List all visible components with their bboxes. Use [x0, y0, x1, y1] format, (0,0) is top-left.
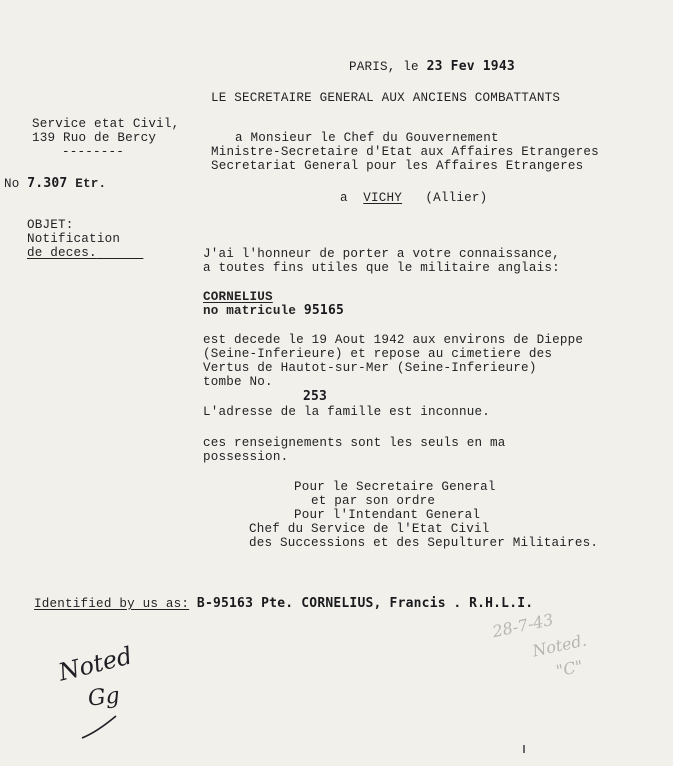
- identification-line: [34, 596, 533, 611]
- matricule-number: 95165: [303, 303, 344, 318]
- body-line-2: a toutes fins utiles que le militaire anglais:: [203, 261, 560, 275]
- scan-mark: [523, 745, 525, 753]
- body-line-1: J'ai l'honneur de porter a votre connaissance,: [203, 247, 560, 261]
- object-line-2: [27, 247, 143, 260]
- info-line-2: possession.: [203, 450, 289, 464]
- recipient-line-3: Secretariat General pour les Affaires Etrangeres: [211, 159, 584, 173]
- pencil-note-noted: Noted.: [530, 630, 589, 661]
- place-date-prefix: PARIS, le: [349, 60, 419, 74]
- service-line-1: Service etat Civil,: [32, 117, 180, 131]
- death-line-3: Vertus de Hautot-sur-Mer (Seine-Inferieure): [203, 361, 537, 375]
- soldier-name: CORNELIUS: [203, 290, 273, 304]
- ref-prefix: No: [4, 177, 20, 191]
- identified-label: Identified by us as:: [34, 597, 190, 611]
- matricule-label: no matricule: [203, 304, 297, 318]
- matricule-line: [203, 304, 344, 318]
- service-line-2: 139 Ruo de Bercy: [32, 131, 157, 145]
- signature-line-3: Pour l'Intendant General: [294, 508, 481, 522]
- city-name: VICHY: [363, 191, 403, 205]
- signature-line-2: et par son ordre: [311, 494, 436, 508]
- recipient-line-1: a Monsieur le Chef du Gouvernement: [235, 131, 499, 145]
- city-prefix: a: [340, 191, 348, 205]
- issuer-heading: LE SECRETAIRE GENERAL AUX ANCIENS COMBATTANTS: [211, 91, 561, 105]
- ref-number: 7.307: [27, 176, 68, 191]
- signature-line-5: des Successions et des Sepulturer Militaires.: [249, 536, 599, 550]
- date-line: [349, 60, 515, 74]
- recipient-line-2: Ministre-Secretaire d'Etat aux Affaires Etrangeres: [211, 145, 599, 159]
- death-line-1: est decede le 19 Aout 1942 aux environs de Dieppe: [203, 333, 584, 347]
- info-line-1: ces renseignements sont les seuls en ma: [203, 436, 506, 450]
- ref-suffix: Etr.: [75, 177, 107, 191]
- signature-line-4: Chef du Service de l'Etat Civil: [249, 522, 490, 536]
- identified-regiment: R.H.L.I.: [469, 596, 534, 611]
- identified-value: B-95163 Pte. CORNELIUS, Francis: [196, 596, 446, 611]
- reference-number: [4, 177, 106, 191]
- identified-separator: .: [453, 595, 462, 610]
- service-rule: --------: [62, 145, 125, 159]
- letter-date: 23 Fev 1943: [426, 59, 515, 74]
- city-region: (Allier): [425, 191, 488, 205]
- family-line: L'adresse de la famille est inconnue.: [203, 405, 491, 419]
- object-line-1: Notification: [27, 232, 121, 246]
- pencil-note-mark: "C": [554, 656, 585, 681]
- grave-number: 253: [303, 389, 328, 404]
- object-label: OBJET:: [27, 218, 74, 232]
- death-line-2: (Seine-Inferieure) et repose au cimetiere des: [203, 347, 553, 361]
- pencil-note-date: 28-7-43: [490, 609, 556, 642]
- handwritten-initials: Gg: [86, 683, 121, 712]
- city-line: [340, 192, 487, 205]
- object-subject: de deces.: [27, 246, 97, 260]
- death-line-4: tombe No.: [203, 375, 273, 389]
- signature-line-1: Pour le Secretaire General: [294, 480, 496, 494]
- handwritten-flourish: [80, 712, 120, 742]
- handwritten-noted: Noted: [55, 641, 135, 687]
